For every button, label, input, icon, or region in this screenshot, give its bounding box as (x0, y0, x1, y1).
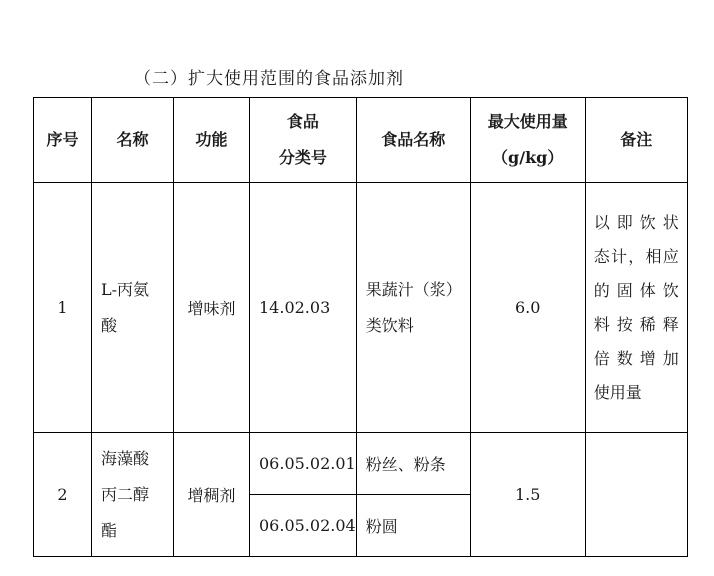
table-row (34, 433, 688, 495)
row2-serial: 2 (34, 433, 92, 557)
row1-note-line: 倍数增加 (593, 348, 679, 368)
row2-name (92, 433, 174, 557)
header-max-line1: 最大使用量 (487, 112, 568, 131)
row1-name-line1: L-丙氨 (101, 279, 150, 299)
header-category-line1: 食品 (286, 112, 319, 131)
row1-name (92, 183, 174, 433)
header-category-line2: 分类号 (278, 148, 327, 167)
header-name: 名称 (92, 98, 174, 183)
header-serial: 序号 (34, 98, 92, 183)
row1-category: 14.02.03 (250, 183, 357, 433)
row1-name-line2: 酸 (101, 315, 118, 335)
header-max-line2: （g/kg） (492, 148, 564, 167)
header-category (250, 98, 357, 183)
row1-serial: 1 (34, 183, 92, 433)
row1-note-line: 态计，相应 (593, 246, 679, 266)
section-heading: （二）扩大使用范围的食品添加剂 (134, 69, 404, 89)
row1-food-line2: 类饮料 (365, 315, 414, 335)
header-note: 备注 (585, 98, 687, 183)
row1-note-line: 料按稀释 (593, 314, 679, 334)
row2-name-line3: 酯 (101, 520, 118, 540)
table-row (34, 183, 688, 433)
header-function: 功能 (174, 98, 250, 183)
additive-table (33, 97, 688, 557)
row1-food-name (356, 183, 470, 433)
row1-food-line1: 果蔬汁（浆） (365, 279, 462, 299)
row1-note-line: 的固体饮 (593, 280, 679, 300)
row2b-food-name: 粉圆 (356, 495, 470, 557)
row1-note-line: 以即饮状 (593, 212, 679, 232)
header-row (34, 98, 688, 183)
row1-note (585, 183, 687, 433)
row2b-category: 06.05.02.04 (250, 495, 357, 557)
row2a-food-name: 粉丝、粉条 (356, 433, 470, 495)
row2a-category: 06.05.02.01 (250, 433, 357, 495)
row2-name-line1: 海藻酸 (101, 448, 150, 468)
header-food-name: 食品名称 (356, 98, 470, 183)
header-max-usage (470, 98, 585, 183)
row2-function: 增稠剂 (174, 433, 250, 557)
row1-max-usage: 6.0 (470, 183, 585, 433)
row1-note-line: 使用量 (593, 382, 642, 402)
row2-max-usage: 1.5 (470, 433, 585, 557)
row1-function: 增味剂 (174, 183, 250, 433)
row2-note (585, 433, 687, 557)
row2-name-line2: 丙二醇 (101, 484, 150, 504)
